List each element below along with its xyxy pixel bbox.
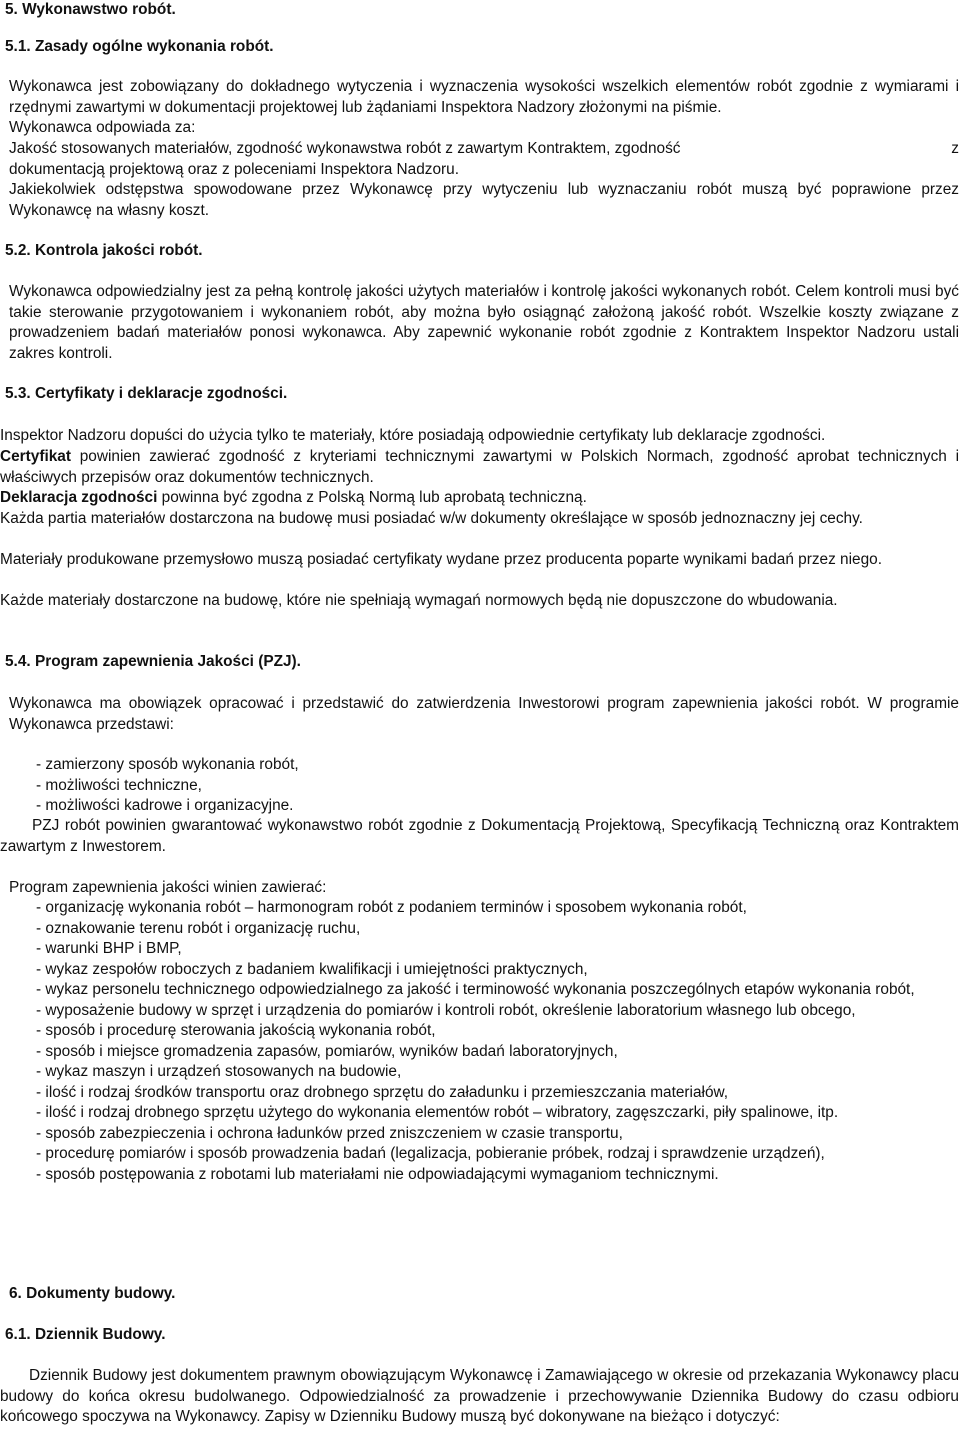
s53-paragraph-6: Każde materiały dostarczone na budowę, które nie spełniają wymagań normowych będą nie dopuszczone do wbudowania. — [0, 592, 838, 609]
list-item: - wyposażenie budowy w sprzęt i urządzenia do pomiarów i kontroli robót, określenie laboratorium własnego lub obcego, — [36, 1001, 856, 1019]
s53-paragraph-3 — [0, 488, 959, 509]
s54-list-2 — [32, 898, 952, 1185]
s53-paragraph-4: Każda partia materiałów dostarczona na budowę musi posiadać w/w dokumenty określające w sposób jednoznaczny jej cechy. — [0, 510, 863, 527]
list-item: - zamierzony sposób wykonania robót, — [36, 756, 299, 773]
s52-paragraph-1: Wykonawca odpowiedzialny jest za pełną kontrolę jakości użytych materiałów i kontrolę jakości wykonanych robót. Celem kontroli musi być takie sterowanie przygotowaniem i wykonaniem robót, aby można było osiągnąć założoną jakość robót. Wszelkie koszty związane z prowadzeniem badań materiałów ponosi wykonawca. Aby zapewnić wykonanie robót zgodnie z Kontraktem Inspektor Nadzoru ustali zakres kontroli. — [9, 283, 959, 362]
s51-paragraph-1: Wykonawca jest zobowiązany do dokładnego wytyczenia i wyznaczenia wysokości wszelkich elementów robót zgodnie z wymiarami i rzędnymi zawartymi w dokumentacji projektowej lub żądaniami Inspektora Nadzory złożonymi na piśmie. — [9, 78, 959, 116]
list-item: - organizację wykonania robót – harmonogram robót z podaniem terminów i sposobem wykonania robót, — [36, 899, 747, 916]
list-item: - możliwości techniczne, — [36, 776, 202, 794]
s51-paragraph-3-cont: dokumentacją projektową oraz z poleceniami Inspektora Nadzoru. — [9, 161, 459, 178]
section-5-1-heading: 5.1. Zasady ogólne wykonania robót. — [5, 38, 274, 55]
list-item: - sposób zabezpieczenia i ochrona ładunków przed zniszczeniem w czasie transportu, — [36, 1124, 623, 1142]
section-5-2-heading: 5.2. Kontrola jakości robót. — [5, 242, 203, 259]
list-item: - sposób i miejsce gromadzenia zapasów, pomiarów, wyników badań laboratoryjnych, — [36, 1042, 618, 1060]
list-item: - sposób postępowania z robotami lub materiałami nie odpowiadającymi wymaganiom technicznymi. — [36, 1165, 719, 1183]
list-item: - wykaz maszyn i urządzeń stosowanych na budowie, — [36, 1063, 402, 1080]
list-item: - procedurę pomiarów i sposób prowadzenia badań (legalizacja, pobieranie próbek, rodzaj i sprawdzenie urządzeń), — [36, 1145, 825, 1162]
s53-paragraph-5: Materiały produkowane przemysłowo muszą posiadać certyfikaty wydane przez producenta poparte wynikami badań przez niego. — [0, 551, 882, 568]
list-item: - wykaz personelu technicznego odpowiedzialnego za jakość i terminowość wykonania poszczególnych etapów wykonania robót, — [36, 981, 915, 998]
section-5-4-heading: 5.4. Program zapewnienia Jakości (PZJ). — [5, 653, 301, 670]
section-5-heading: 5. Wykonawstwo robót. — [5, 1, 176, 18]
section-6-heading: 6. Dokumenty budowy. — [9, 1285, 176, 1302]
list-item: - warunki BHP i BMP, — [36, 940, 182, 957]
s53-paragraph-3-text: powinna być zgodna z Polską Normą lub aprobatą techniczną. — [157, 489, 587, 506]
s51-paragraph-3 — [9, 139, 959, 160]
s53-paragraph-2 — [0, 447, 959, 488]
list-item: - możliwości kadrowe i organizacyjne. — [36, 797, 294, 814]
s53-paragraph-1: Inspektor Nadzoru dopuści do użycia tylko te materiały, które posiadają odpowiednie certyfikaty lub deklaracje zgodności. — [0, 427, 826, 444]
section-5-3-heading: 5.3. Certyfikaty i deklaracje zgodności. — [5, 385, 288, 402]
list-item: - ilość i rodzaj drobnego sprzętu użytego do wykonania elementów robót – wibratory, zagęszczarki, piły spalinowe, itp. — [36, 1104, 839, 1121]
s51-paragraph-3-z: z — [951, 140, 959, 157]
list-item: - sposób i procedurę sterowania jakością wykonania robót, — [36, 1022, 436, 1039]
s54-paragraph-1: Wykonawca ma obowiązek opracować i przedstawić do zatwierdzenia Inwestorowi program zapewnienia jakości robót. W programie Wykonawca przedstawi: — [9, 695, 959, 733]
s53-paragraph-2-text: powinien zawierać zgodność z kryteriami technicznymi zawartymi w Polskich Normach, zgodność aprobat technicznych i właściwych przepisów oraz dokumentów technicznych. — [0, 448, 959, 486]
list-item: - wykaz zespołów roboczych z badaniem kwalifikacji i umiejętności praktycznych, — [36, 960, 588, 978]
s51-paragraph-2: Wykonawca odpowiada za: — [9, 119, 196, 136]
s54-paragraph-2: PZJ robót powinien gwarantować wykonawstwo robót zgodnie z Dokumentacją Projektową, Specyfikacją Techniczną oraz Kontraktem zawartym z Inwestorem. — [0, 817, 959, 855]
certyfikat-term: Certyfikat — [0, 448, 71, 465]
s51-paragraph-3-text: Jakość stosowanych materiałów, zgodność wykonawstwa robót z zawartym Kontraktem, zgodność — [9, 140, 681, 157]
deklaracja-term: Deklaracja zgodności — [0, 489, 158, 506]
s61-paragraph-1: Dziennik Budowy jest dokumentem prawnym obowiązującym Wykonawcę i Zamawiającego w okresie od przekazania Wykonawcy placu budowy do końca okresu budolwanego. Odpowiedzialność za prowadzenie i przechowywanie Dziennika Budowy do czasu odbioru końcowego spoczywa na Wykonawcy. Zapisy w Dzienniku Budowy muszą być dokonywane na bieżąco i dotyczyć: — [0, 1367, 959, 1425]
s54-paragraph-3: Program zapewnienia jakości winien zawierać: — [9, 879, 327, 896]
list-item: - oznakowanie terenu robót i organizację ruchu, — [36, 919, 361, 937]
section-6-1-heading: 6.1. Dziennik Budowy. — [5, 1326, 166, 1343]
list-item: - ilość i rodzaj środków transportu oraz drobnego sprzętu do załadunku i przemieszczania materiałów, — [36, 1083, 729, 1101]
s54-list-1 — [32, 755, 952, 817]
s51-paragraph-4: Jakiekolwiek odstępstwa spowodowane przez Wykonawcę przy wytyczeniu lub wyznaczaniu robót muszą być poprawione przez Wykonawcę na własny koszt. — [9, 181, 959, 219]
